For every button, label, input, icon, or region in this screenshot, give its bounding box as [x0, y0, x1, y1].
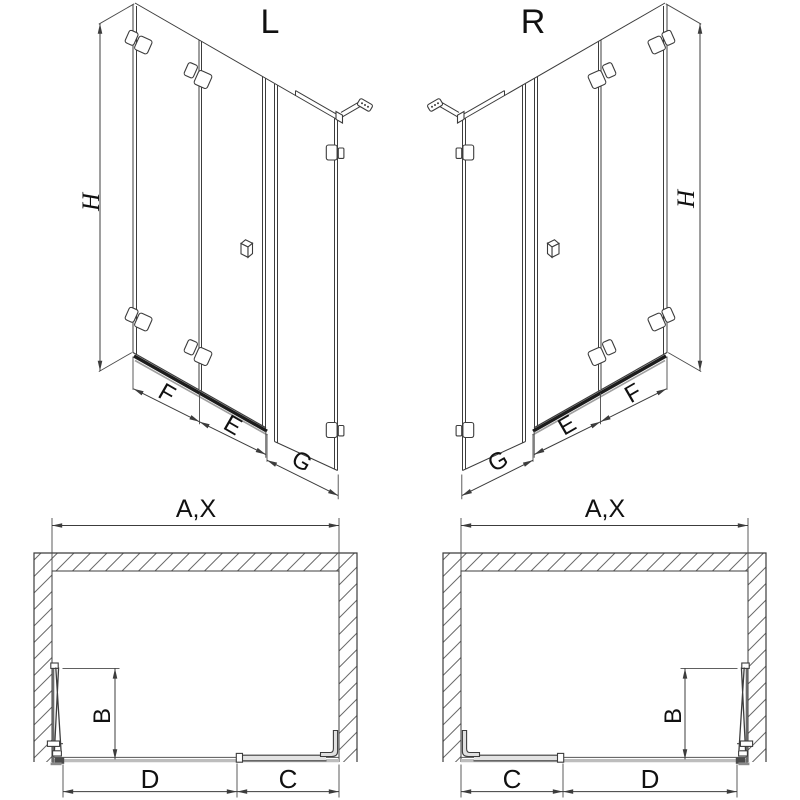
iso-right-width-g-label: G — [483, 445, 514, 478]
plan-left-fixed-panel-label: C — [278, 764, 298, 794]
iso-left-width-e-label: E — [219, 409, 247, 442]
iso-left-height-label: H — [78, 192, 105, 212]
iso-left-title: L — [260, 3, 280, 41]
plan-right-total-width-label: A,X — [584, 495, 626, 523]
plan-view-left-walls — [34, 518, 357, 762]
iso-right-width-e-label: E — [553, 409, 581, 442]
plan-right-fixed-panel-label: C — [502, 764, 522, 794]
plan-left-total-width-label: A,X — [175, 495, 217, 523]
iso-left-width-f-label: F — [153, 378, 180, 409]
plan-right-opening-label: D — [640, 764, 660, 794]
iso-right-width-f-label: F — [620, 378, 647, 409]
plan-left-opening-label: D — [140, 764, 160, 794]
iso-right-title: R — [520, 3, 546, 41]
iso-left-width-g-label: G — [286, 445, 317, 478]
plan-left-door-depth-label: B — [89, 707, 116, 725]
plan-right-door-depth-label: B — [660, 707, 687, 725]
plan-view-right-walls — [443, 518, 766, 762]
iso-right-height-label: H — [673, 189, 700, 209]
